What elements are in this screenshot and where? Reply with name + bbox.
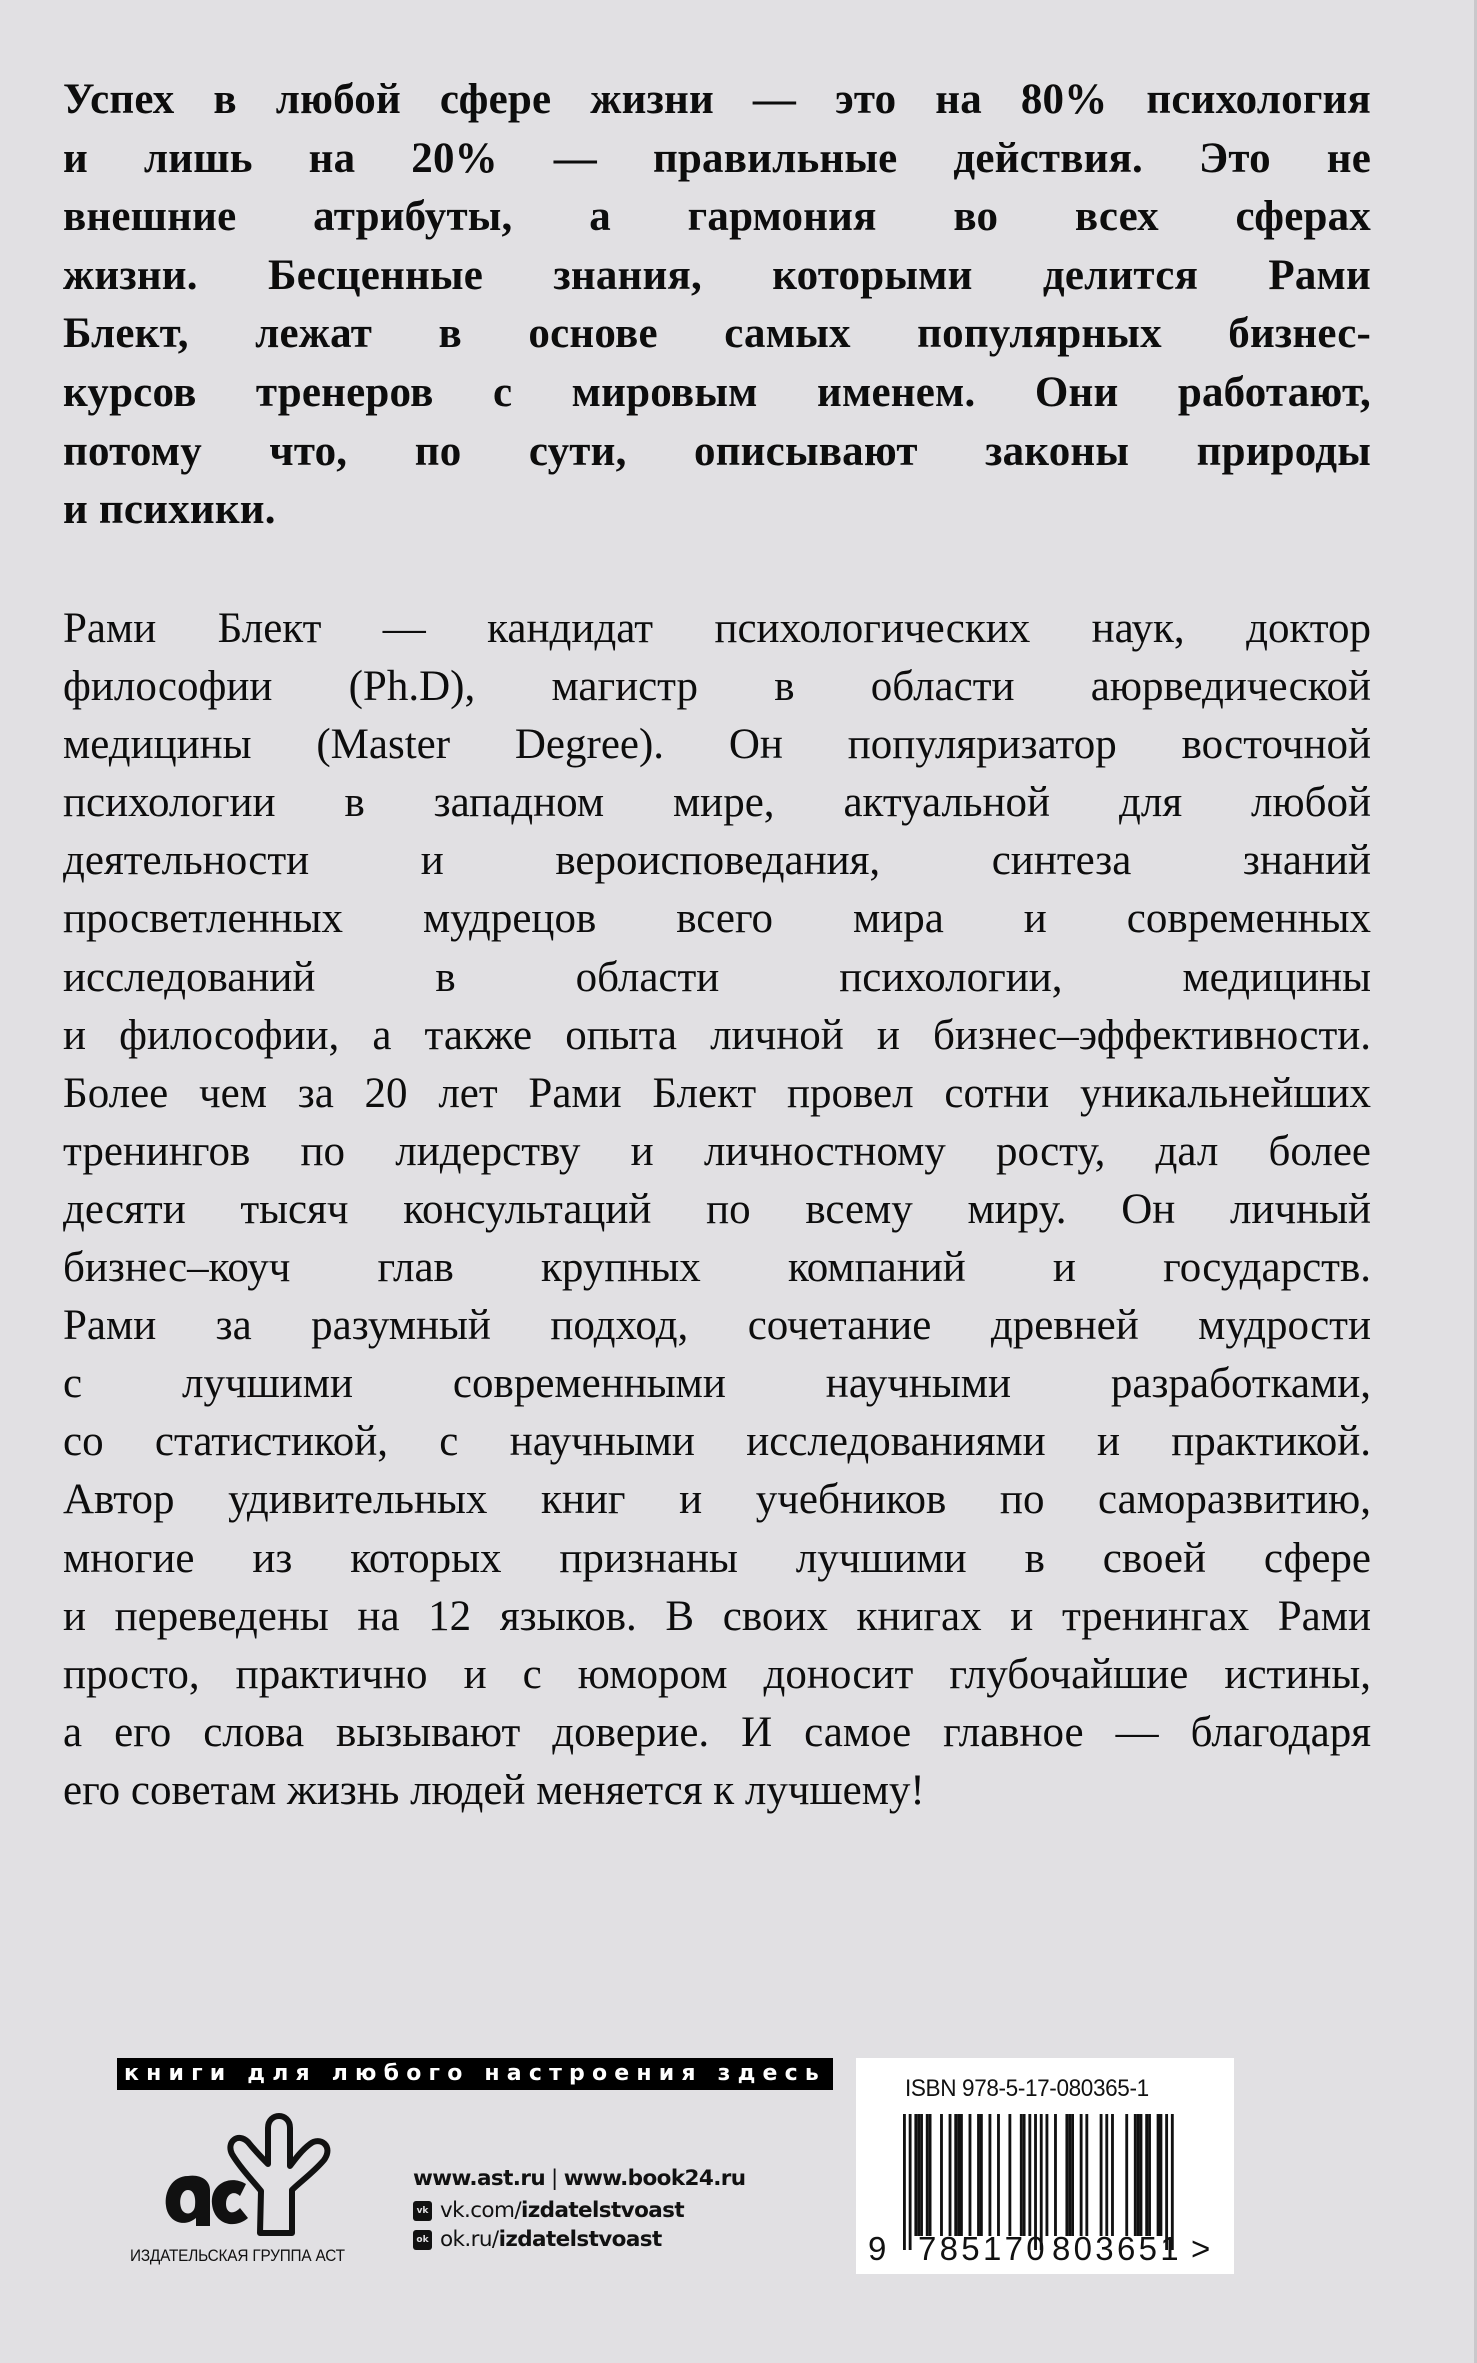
publisher-caption: ИЗДАТЕЛЬСКАЯ ГРУППА АСТ [130, 2247, 345, 2265]
lead-line: и лишь на 20% — правильные действия. Это не [63, 134, 1371, 182]
barcode-quiet-marker: > [1191, 2230, 1211, 2267]
link-ast[interactable]: www.ast.ru [413, 2166, 546, 2191]
tagline-banner: книги для любого настроения здесь [117, 2058, 833, 2090]
lead-paragraph [63, 71, 1371, 540]
bio-line: деятельности и вероисповедания, синтеза знаний [63, 837, 1371, 885]
bio-line: психологии в западном мире, актуальной для любой [63, 779, 1371, 827]
lead-line: Успех в любой сфере жизни — это на 80% психология [63, 76, 1371, 123]
bio-line: десяти тысяч консультаций по всему миру. Он личный [63, 1185, 1371, 1233]
bio-line: с лучшими современными научными разработками, [63, 1360, 1371, 1408]
bio-line: просто, практично и с юмором доносит глубочайшие истины, [63, 1650, 1371, 1698]
social-link-ok[interactable] [413, 2225, 746, 2254]
bio-line: со статистикой, с научными исследованиями и практикой. [63, 1418, 1371, 1466]
bio-line: и переведены на 12 языков. В своих книгах и тренингах Рами [63, 1592, 1371, 1640]
bio-line: философии (Ph.D), магистр в области аюрведической [63, 663, 1371, 711]
ast-logo-icon [150, 2106, 360, 2236]
lead-line: потому что, по сути, описывают законы природы [63, 427, 1371, 475]
barcode-digit-first: 9 [868, 2230, 890, 2267]
bio-line: медицины (Master Degree). Он популяризатор восточной [63, 721, 1371, 769]
social-prefix: ok.ru/ [440, 2227, 499, 2252]
bio-line: Рами Блект — кандидат психологических наук, доктор [63, 605, 1371, 652]
isbn-label: ISBN 978-5-17-080365-1 [905, 2075, 1149, 2102]
bio-line: и философии, а также опыта личной и бизнес–эффективности. [63, 1011, 1371, 1059]
author-bio-paragraph [63, 600, 1371, 1820]
bio-line: Автор удивительных книг и учебников по саморазвитию, [63, 1476, 1371, 1524]
social-prefix: vk.com/ [440, 2198, 521, 2223]
lead-line: курсов тренеров с мировым именем. Они работают, [63, 368, 1371, 416]
lead-line: и психики. [63, 486, 276, 534]
barcode-digits-right: 803651 [1052, 2230, 1182, 2267]
bio-line: многие из которых признаны лучшими в своей сфере [63, 1534, 1371, 1582]
isbn-barcode-panel [856, 2058, 1234, 2274]
publisher-links [413, 2166, 746, 2254]
bio-line: а его слова вызывают доверие. И самое главное — благодаря [63, 1708, 1371, 1756]
ok-icon: ok [413, 2230, 432, 2250]
link-book24[interactable]: www.book24.ru [563, 2166, 746, 2191]
link-separator: | [551, 2166, 558, 2191]
bio-line: Более чем за 20 лет Рами Блект провел сотни уникальнейших [63, 1069, 1371, 1117]
lead-line: жизни. Бесценные знания, которыми делится Рами [63, 251, 1371, 299]
lead-line: внешние атрибуты, а гармония во всех сферах [63, 193, 1371, 241]
website-links [413, 2166, 746, 2196]
bio-line: тренингов по лидерству и личностному росту, дал более [63, 1127, 1371, 1175]
social-link-vk[interactable] [413, 2196, 746, 2225]
bio-line: исследований в области психологии, медицины [63, 953, 1371, 1001]
bio-line: просветленных мудрецов всего мира и современных [63, 895, 1371, 943]
barcode-digits-left: 785170 [918, 2230, 1048, 2267]
vk-icon: vk [413, 2201, 432, 2221]
lead-line: Блект, лежат в основе самых популярных бизнес- [63, 310, 1371, 358]
bio-line: Рами за разумный подход, сочетание древней мудрости [63, 1302, 1371, 1350]
bio-line: его советам жизнь людей меняется к лучшему! [63, 1766, 925, 1814]
social-handle: izdatelstvoast [520, 2198, 685, 2223]
social-handle: izdatelstvoast [498, 2227, 662, 2252]
bio-line: бизнес–коуч глав крупных компаний и государств. [63, 1244, 1371, 1292]
